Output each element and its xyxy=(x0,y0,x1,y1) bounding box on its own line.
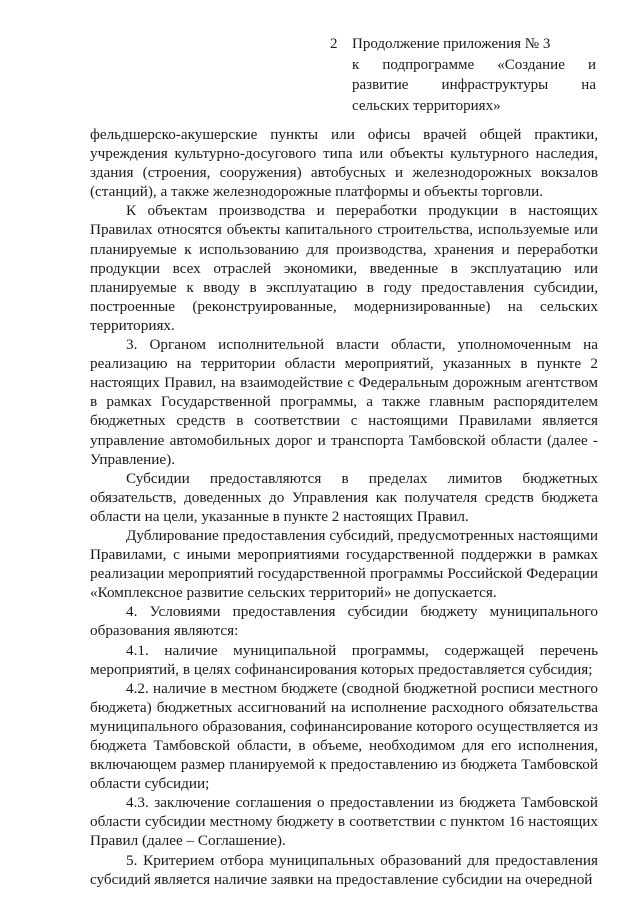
paragraph-4-2: 4.2. наличие в местном бюджете (сводной бюджетной росписи местного бюджета) бюджетных ассигнований на исполнение расходного обязательства муниципального образования, софинансирование которого осуществляется из бюджета Тамбовской области, в объеме, необходимом для его исполнения, включающем размер планируемой к предоставлению из бюджета Тамбовской области субсидии; xyxy=(90,679,598,793)
paragraph-4: 4. Условиями предоставления субсидии бюджету муниципального образования являются: xyxy=(90,603,598,640)
paragraph-production-objects: К объектам производства и переработки продукции в настоящих Правилах относятся объекты капитального строительства, используемые или планируемые к использованию для производства, хранения и переработки продукции всех отраслей экономики, введенные в эксплуатацию или планируемые к вводу в эксплуатацию в году предоставления субсидии, построенные (реконструированные, модернизированные) на сельских территориях. xyxy=(90,202,598,334)
appendix-header xyxy=(352,34,596,116)
paragraph-4-3: 4.3. заключение соглашения о предоставлении из бюджета Тамбовской области субсидии местному бюджету в соответствии с пунктом 16 настоящих Правил (далее – Соглашение). xyxy=(90,794,598,850)
paragraph-3: 3. Органом исполнительной власти области, уполномоченным на реализацию на территории области мероприятий, указанных в пункте 2 настоящих Правил, на взаимодействие с Федеральным дорожным агентством в рамках Государственной программы, а также главным распорядителем бюджетных средств в соответствии с настоящими Правилами является управление автомобильных дорог и транспорта Тамбовской области (далее - Управление). xyxy=(90,336,598,468)
header-line-1: Продолжение приложения № 3 xyxy=(352,36,551,52)
header-line-3: развитие инфраструктуры на xyxy=(352,77,596,93)
paragraph-4-1: 4.1. наличие муниципальной программы, содержащей перечень мероприятий, в целях софинансирования которых предоставляется субсидия; xyxy=(90,641,598,678)
header-line-2: к подпрограмме «Создание и xyxy=(352,56,596,73)
paragraph-duplication: Дублирование предоставления субсидий, предусмотренных настоящими Правилами, с иными мероприятиями государственной поддержки в рамках реализации мероприятий государственной программы Российской Федерации «Комплексное развитие сельских территорий» не допускается. xyxy=(90,526,598,602)
paragraph-subsidy-limits: Субсидии предоставляются в пределах лимитов бюджетных обязательств, доведенных до Управления как получателя средств бюджета области на цели, указанные в пункте 2 настоящих Правил. xyxy=(90,469,598,525)
document-body xyxy=(90,125,598,889)
page-number: 2 xyxy=(330,36,338,52)
header-line-4: сельских территориях» xyxy=(352,97,501,114)
paragraph-5: 5. Критерием отбора муниципальных образований для предоставления субсидий является наличие заявки на предоставление субсидии на очередной xyxy=(90,851,598,888)
paragraph-continuation: фельдшерско-акушерские пункты или офисы врачей общей практики, учреждения культурно-досугового типа или объекты культурного наследия, здания (строения, сооружения) автобусных и железнодорожных вокзалов (станций), а также железнодорожные платформы и объекты торговли. xyxy=(90,126,598,201)
